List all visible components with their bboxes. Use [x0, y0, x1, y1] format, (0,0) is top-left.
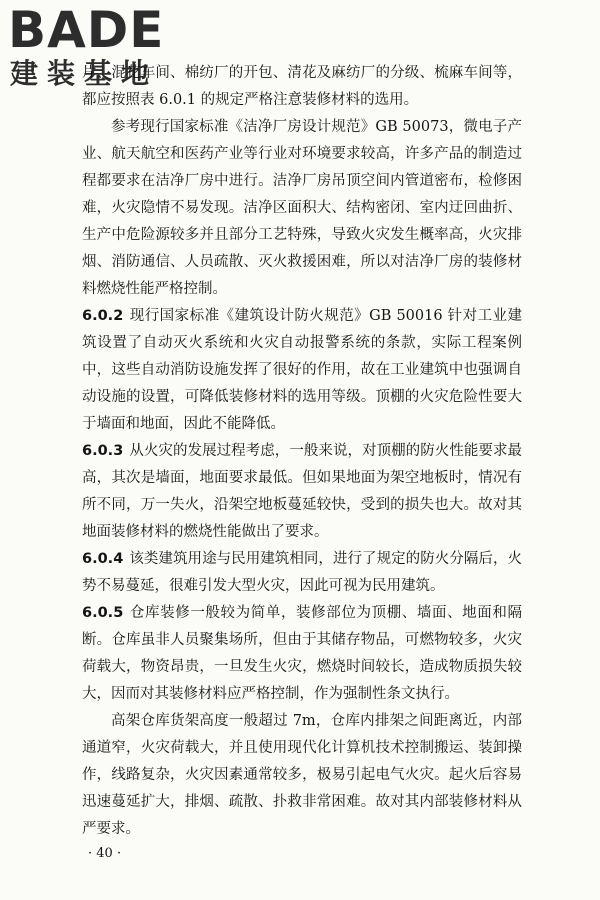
paragraph-text: 现行国家标准《建筑设计防火规范》GB 50016 针对工业建筑设置了自动灭火系统和火灾自动报警系统的条款，实际工程案例中，这些自动消防设施发挥了很好的作用，故在工业建筑中也强调自动设施的设置，可降低装修材料的选用等级。顶棚的火灾危险性要大于墙面和地面，因此不能降低。 [82, 308, 522, 432]
clause-number: 6.0.5 [82, 605, 124, 621]
paragraph-text: 参考现行国家标准《洁净厂房设计规范》GB 50073，微电子产业、航天航空和医药产业等行业对环境要求较高，许多产品的制造过程都要求在洁净厂房中进行。洁净厂房吊顶空间内管道密布，检修困难，火灾隐情不易发现。洁净区面积大、结构密闭、室内迂回曲折、生产中危险源较多并且部分工艺特殊，导致火灾发生概率高，火灾排烟、消防通信、人员疏散、灭火救援困难，所以对洁净厂房的装修材料燃烧性能严格控制。 [82, 119, 522, 297]
page-body [82, 60, 522, 843]
clause-number: 6.0.4 [82, 551, 124, 567]
clause-paragraph [82, 600, 522, 708]
clause-paragraph [82, 546, 522, 600]
clause-paragraph [82, 438, 522, 546]
body-paragraph [82, 708, 522, 843]
clause-paragraph [82, 303, 522, 438]
paragraph-text: 高架仓库货架高度一般超过 7m，仓库内排架之间距离近，内部通道窄，火灾荷载大，并且使用现代化计算机技术控制搬运、装卸操作，线路复杂，火灾因素通常较多，极易引起电气火灾。起火后容易迅速蔓延扩大，排烟、疏散、扑救非常困难。故对其内部装修材料从严要求。 [82, 713, 522, 837]
page-number: · 40 · [88, 846, 122, 861]
watermark-subtitle: 建装基地 [10, 57, 159, 90]
clause-number: 6.0.3 [82, 443, 124, 459]
watermark-brand: BADE [8, 1, 165, 59]
paragraph-text: 从火灾的发展过程考虑，一般来说，对顶棚的防火性能要求最高，其次是墙面，地面要求最低。但如果地面为架空地板时，情况有所不同，万一失火，沿架空地板蔓延较快，受到的损失也大。故对其地面装修材料的燃烧性能做出了要求。 [82, 443, 522, 540]
paragraph-text: 仓库装修一般较为简单，装修部位为顶棚、墙面、地面和隔断。仓库虽非人员聚集场所，但由于其储存物品，可燃物较多，火灾荷载大，物资昂贵，一旦发生火灾，燃烧时间较长，造成物质损失较大，因而对其装修材料应严格控制，作为强制性条文执行。 [82, 605, 522, 702]
paragraph-text: 该类建筑用途与民用建筑相同，进行了规定的防火分隔后，火势不易蔓延，很难引发大型火灾，因此可视为民用建筑。 [82, 551, 522, 594]
body-paragraph [82, 60, 522, 114]
clause-number: 6.0.2 [82, 308, 124, 324]
paragraph-text: 片、混花车间、棉纺厂的开包、清花及麻纺厂的分级、梳麻车间等，都应按照表 6.0.1 的规定严格注意装修材料的选用。 [82, 65, 522, 108]
body-paragraph [82, 114, 522, 303]
